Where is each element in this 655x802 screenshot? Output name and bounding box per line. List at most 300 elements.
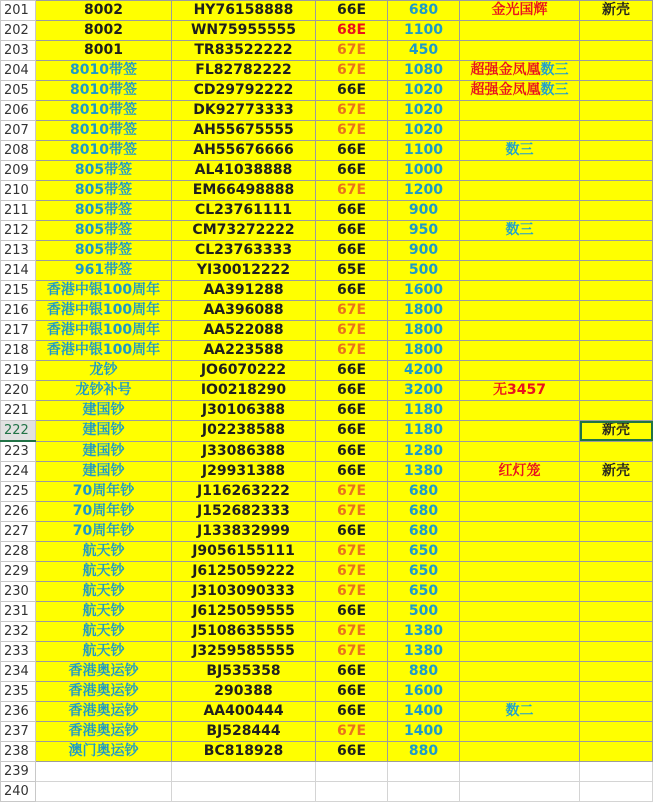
- cell-serial[interactable]: J29931388: [172, 462, 316, 482]
- cell-price[interactable]: 1600: [388, 682, 460, 702]
- cell-holder[interactable]: [580, 522, 653, 542]
- row-header[interactable]: 207: [1, 121, 36, 141]
- cell-grade[interactable]: 67E: [316, 542, 388, 562]
- row-header[interactable]: 232: [1, 622, 36, 642]
- cell-grade[interactable]: 68E: [316, 21, 388, 41]
- cell-price[interactable]: 650: [388, 582, 460, 602]
- row-header[interactable]: 239: [1, 762, 36, 782]
- cell-serial[interactable]: DK92773333: [172, 101, 316, 121]
- cell-price[interactable]: 880: [388, 742, 460, 762]
- cell-name[interactable]: 8002: [36, 1, 172, 21]
- row-header[interactable]: 206: [1, 101, 36, 121]
- cell-name[interactable]: 香港中银100周年: [36, 281, 172, 301]
- cell-holder[interactable]: [580, 221, 653, 241]
- row-header[interactable]: 237: [1, 722, 36, 742]
- row-header[interactable]: 203: [1, 41, 36, 61]
- cell-note[interactable]: [460, 522, 580, 542]
- table-row: [1, 542, 653, 562]
- cell-holder[interactable]: [580, 702, 653, 722]
- row-header[interactable]: 234: [1, 662, 36, 682]
- cell-note[interactable]: [460, 562, 580, 582]
- cell-serial[interactable]: J3103090333: [172, 582, 316, 602]
- cell-grade[interactable]: 66E: [316, 241, 388, 261]
- cell-price[interactable]: 1100: [388, 141, 460, 161]
- cell-note[interactable]: 金光国辉: [460, 1, 580, 21]
- cell-serial[interactable]: FL82782222: [172, 61, 316, 81]
- cell-name[interactable]: 香港奥运钞: [36, 722, 172, 742]
- row-header[interactable]: 210: [1, 181, 36, 201]
- cell-serial[interactable]: AH55676666: [172, 141, 316, 161]
- cell-grade[interactable]: 67E: [316, 582, 388, 602]
- cell-price[interactable]: 650: [388, 562, 460, 582]
- cell-holder[interactable]: [580, 562, 653, 582]
- cell-holder[interactable]: [580, 381, 653, 401]
- cell-note[interactable]: [460, 762, 580, 782]
- cell-name[interactable]: 香港中银100周年: [36, 301, 172, 321]
- cell-price[interactable]: 1380: [388, 622, 460, 642]
- cell-holder[interactable]: [580, 502, 653, 522]
- cell-name[interactable]: 70周年钞: [36, 522, 172, 542]
- cell-serial[interactable]: AA400444: [172, 702, 316, 722]
- cell-price[interactable]: 1400: [388, 722, 460, 742]
- cell-holder[interactable]: [580, 542, 653, 562]
- row-header[interactable]: 217: [1, 321, 36, 341]
- cell-price[interactable]: 1020: [388, 121, 460, 141]
- cell-serial[interactable]: BC818928: [172, 742, 316, 762]
- cell-grade[interactable]: 67E: [316, 642, 388, 662]
- cell-name[interactable]: 航天钞: [36, 562, 172, 582]
- cell-holder[interactable]: [580, 61, 653, 81]
- cell-note[interactable]: [460, 502, 580, 522]
- row-header[interactable]: 231: [1, 602, 36, 622]
- cell-holder[interactable]: 新壳: [580, 462, 653, 482]
- table-row: [1, 161, 653, 181]
- table-row: [1, 201, 653, 221]
- cell-price[interactable]: 1180: [388, 401, 460, 421]
- row-header[interactable]: 225: [1, 482, 36, 502]
- row-header[interactable]: 216: [1, 301, 36, 321]
- cell-holder[interactable]: 新壳: [580, 1, 653, 21]
- cell-note[interactable]: [460, 421, 580, 442]
- table-row: [1, 381, 653, 401]
- cell-name[interactable]: 8010带签: [36, 61, 172, 81]
- row-header[interactable]: 214: [1, 261, 36, 281]
- cell-grade[interactable]: 66E: [316, 381, 388, 401]
- cell-holder[interactable]: [580, 81, 653, 101]
- cell-price[interactable]: 650: [388, 542, 460, 562]
- row-header[interactable]: 229: [1, 562, 36, 582]
- cell-grade[interactable]: 67E: [316, 321, 388, 341]
- cell-price[interactable]: 1380: [388, 462, 460, 482]
- cell-holder[interactable]: [580, 101, 653, 121]
- row-header[interactable]: 220: [1, 381, 36, 401]
- cell-price[interactable]: 1020: [388, 101, 460, 121]
- cell-holder[interactable]: [580, 361, 653, 381]
- row-header[interactable]: 233: [1, 642, 36, 662]
- cell-serial[interactable]: CL23763333: [172, 241, 316, 261]
- cell-price[interactable]: 450: [388, 41, 460, 61]
- cell-name[interactable]: 70周年钞: [36, 482, 172, 502]
- cell-holder[interactable]: [580, 261, 653, 281]
- cell-name[interactable]: 香港中银100周年: [36, 321, 172, 341]
- cell-serial[interactable]: J33086388: [172, 441, 316, 462]
- cell-serial[interactable]: AH55675555: [172, 121, 316, 141]
- cell-price[interactable]: 680: [388, 482, 460, 502]
- cell-note[interactable]: [460, 401, 580, 421]
- cell-name[interactable]: 961带签: [36, 261, 172, 281]
- cell-serial[interactable]: J133832999: [172, 522, 316, 542]
- row-header[interactable]: 219: [1, 361, 36, 381]
- cell-note[interactable]: [460, 782, 580, 802]
- cell-price[interactable]: 900: [388, 241, 460, 261]
- cell-name[interactable]: 805带签: [36, 221, 172, 241]
- cell-grade[interactable]: 66E: [316, 662, 388, 682]
- row-header[interactable]: 228: [1, 542, 36, 562]
- cell-grade[interactable]: 67E: [316, 482, 388, 502]
- row-header[interactable]: 215: [1, 281, 36, 301]
- cell-grade[interactable]: 66E: [316, 522, 388, 542]
- cell-note[interactable]: [460, 722, 580, 742]
- cell-name[interactable]: [36, 762, 172, 782]
- cell-grade[interactable]: 67E: [316, 181, 388, 201]
- cell-grade[interactable]: 66E: [316, 441, 388, 462]
- cell-price[interactable]: 1080: [388, 61, 460, 81]
- cell-serial[interactable]: WN75955555: [172, 21, 316, 41]
- row-header[interactable]: 226: [1, 502, 36, 522]
- cell-serial[interactable]: CM73272222: [172, 221, 316, 241]
- cell-holder[interactable]: [580, 161, 653, 181]
- cell-name[interactable]: 805带签: [36, 241, 172, 261]
- table-row: [1, 1, 653, 21]
- cell-name[interactable]: 建国钞: [36, 462, 172, 482]
- cell-name[interactable]: 8002: [36, 21, 172, 41]
- cell-holder[interactable]: [580, 482, 653, 502]
- cell-holder[interactable]: [580, 602, 653, 622]
- cell-grade[interactable]: 66E: [316, 221, 388, 241]
- cell-holder[interactable]: [580, 441, 653, 462]
- cell-note[interactable]: [460, 441, 580, 462]
- cell-grade[interactable]: 66E: [316, 421, 388, 442]
- cell-holder[interactable]: [580, 281, 653, 301]
- cell-name[interactable]: 香港奥运钞: [36, 682, 172, 702]
- cell-holder[interactable]: [580, 582, 653, 602]
- cell-serial[interactable]: BJ528444: [172, 722, 316, 742]
- cell-holder[interactable]: [580, 722, 653, 742]
- row-header[interactable]: 236: [1, 702, 36, 722]
- cell-serial[interactable]: [172, 762, 316, 782]
- cell-note[interactable]: [460, 341, 580, 361]
- cell-price[interactable]: 1180: [388, 421, 460, 442]
- cell-serial[interactable]: AA522088: [172, 321, 316, 341]
- cell-serial[interactable]: J02238588: [172, 421, 316, 442]
- row-header[interactable]: 212: [1, 221, 36, 241]
- cell-serial[interactable]: J30106388: [172, 401, 316, 421]
- cell-grade[interactable]: 67E: [316, 722, 388, 742]
- cell-name[interactable]: 805带签: [36, 181, 172, 201]
- cell-note[interactable]: [460, 281, 580, 301]
- table-row: [1, 622, 653, 642]
- table-row: [1, 502, 653, 522]
- cell-serial[interactable]: J6125059555: [172, 602, 316, 622]
- cell-name[interactable]: 8010带签: [36, 121, 172, 141]
- cell-name[interactable]: 航天钞: [36, 622, 172, 642]
- cell-note[interactable]: [460, 21, 580, 41]
- cell-price[interactable]: [388, 782, 460, 802]
- cell-price[interactable]: 1800: [388, 301, 460, 321]
- cell-price[interactable]: 500: [388, 602, 460, 622]
- cell-holder[interactable]: [580, 782, 653, 802]
- cell-note[interactable]: [460, 682, 580, 702]
- cell-price[interactable]: 680: [388, 522, 460, 542]
- cell-note[interactable]: [460, 201, 580, 221]
- cell-grade[interactable]: [316, 782, 388, 802]
- row-header[interactable]: 221: [1, 401, 36, 421]
- cell-note[interactable]: [460, 81, 580, 101]
- cell-name[interactable]: 龙钞补号: [36, 381, 172, 401]
- cell-price[interactable]: 680: [388, 502, 460, 522]
- table-row: [1, 522, 653, 542]
- cell-holder[interactable]: [580, 341, 653, 361]
- cell-serial[interactable]: HY76158888: [172, 1, 316, 21]
- cell-grade[interactable]: 67E: [316, 41, 388, 61]
- cell-serial[interactable]: AA223588: [172, 341, 316, 361]
- cell-note[interactable]: [460, 241, 580, 261]
- cell-grade[interactable]: 66E: [316, 702, 388, 722]
- cell-serial[interactable]: AL41038888: [172, 161, 316, 181]
- row-header[interactable]: 205: [1, 81, 36, 101]
- cell-holder[interactable]: [580, 642, 653, 662]
- row-header[interactable]: 223: [1, 441, 36, 462]
- cell-serial[interactable]: AA396088: [172, 301, 316, 321]
- row-header[interactable]: 238: [1, 742, 36, 762]
- cell-note[interactable]: [460, 361, 580, 381]
- cell-price[interactable]: 4200: [388, 361, 460, 381]
- cell-name[interactable]: 澳门奥运钞: [36, 742, 172, 762]
- cell-note[interactable]: 无3457: [460, 381, 580, 401]
- cell-note[interactable]: [460, 482, 580, 502]
- cell-price[interactable]: 3200: [388, 381, 460, 401]
- cell-holder[interactable]: [580, 662, 653, 682]
- cell-price[interactable]: 1600: [388, 281, 460, 301]
- table-row: [1, 281, 653, 301]
- cell-serial[interactable]: CD29792222: [172, 81, 316, 101]
- cell-holder[interactable]: [580, 622, 653, 642]
- cell-grade[interactable]: 66E: [316, 141, 388, 161]
- table-row: [1, 121, 653, 141]
- cell-serial[interactable]: YI30012222: [172, 261, 316, 281]
- cell-name[interactable]: 香港奥运钞: [36, 662, 172, 682]
- cell-name[interactable]: 航天钞: [36, 642, 172, 662]
- cell-holder[interactable]: [580, 321, 653, 341]
- cell-grade[interactable]: 67E: [316, 61, 388, 81]
- cell-note[interactable]: 数三: [460, 141, 580, 161]
- cell-grade[interactable]: 67E: [316, 101, 388, 121]
- cell-price[interactable]: 1280: [388, 441, 460, 462]
- cell-note[interactable]: [460, 742, 580, 762]
- cell-serial[interactable]: J3259585555: [172, 642, 316, 662]
- cell-grade[interactable]: 67E: [316, 341, 388, 361]
- cell-price[interactable]: 900: [388, 201, 460, 221]
- row-header[interactable]: 202: [1, 21, 36, 41]
- cell-note[interactable]: [460, 602, 580, 622]
- cell-note[interactable]: [460, 582, 580, 602]
- cell-price[interactable]: 500: [388, 261, 460, 281]
- cell-grade[interactable]: 66E: [316, 462, 388, 482]
- row-header[interactable]: 240: [1, 782, 36, 802]
- row-header[interactable]: 230: [1, 582, 36, 602]
- cell-serial[interactable]: BJ535358: [172, 662, 316, 682]
- row-header[interactable]: 235: [1, 682, 36, 702]
- table-row: [1, 762, 653, 782]
- cell-price[interactable]: 1800: [388, 321, 460, 341]
- cell-grade[interactable]: 66E: [316, 602, 388, 622]
- table-row: [1, 261, 653, 281]
- row-header[interactable]: 222: [1, 421, 36, 442]
- cell-serial[interactable]: J5108635555: [172, 622, 316, 642]
- cell-grade[interactable]: [316, 762, 388, 782]
- cell-serial[interactable]: J152682333: [172, 502, 316, 522]
- cell-grade[interactable]: 66E: [316, 281, 388, 301]
- table-row: [1, 722, 653, 742]
- cell-serial[interactable]: J9056155111: [172, 542, 316, 562]
- cell-serial[interactable]: J6125059222: [172, 562, 316, 582]
- cell-price[interactable]: 1380: [388, 642, 460, 662]
- cell-name[interactable]: 航天钞: [36, 602, 172, 622]
- cell-price[interactable]: 950: [388, 221, 460, 241]
- cell-price[interactable]: 1200: [388, 181, 460, 201]
- cell-name[interactable]: 建国钞: [36, 421, 172, 442]
- cell-name[interactable]: 香港中银100周年: [36, 341, 172, 361]
- cell-name[interactable]: 航天钞: [36, 542, 172, 562]
- cell-price[interactable]: 1100: [388, 21, 460, 41]
- cell-price[interactable]: 1400: [388, 702, 460, 722]
- cell-serial[interactable]: CL23761111: [172, 201, 316, 221]
- table-row: [1, 321, 653, 341]
- cell-note[interactable]: [460, 542, 580, 562]
- cell-grade[interactable]: 66E: [316, 361, 388, 381]
- cell-note[interactable]: [460, 101, 580, 121]
- cell-note[interactable]: [460, 662, 580, 682]
- cell-grade[interactable]: 67E: [316, 562, 388, 582]
- cell-grade[interactable]: 67E: [316, 301, 388, 321]
- cell-holder[interactable]: [580, 301, 653, 321]
- table-row: [1, 361, 653, 381]
- cell-note[interactable]: 数三: [460, 221, 580, 241]
- cell-grade[interactable]: 66E: [316, 742, 388, 762]
- cell-grade[interactable]: 65E: [316, 261, 388, 281]
- cell-grade[interactable]: 67E: [316, 502, 388, 522]
- cell-serial[interactable]: TR83522222: [172, 41, 316, 61]
- cell-note[interactable]: [460, 642, 580, 662]
- cell-name[interactable]: [36, 782, 172, 802]
- cell-name[interactable]: 8010带签: [36, 81, 172, 101]
- cell-grade[interactable]: 66E: [316, 401, 388, 421]
- cell-holder[interactable]: [580, 401, 653, 421]
- cell-note[interactable]: [460, 261, 580, 281]
- cell-name[interactable]: 805带签: [36, 161, 172, 181]
- cell-note[interactable]: [460, 181, 580, 201]
- cell-price[interactable]: 680: [388, 1, 460, 21]
- row-header[interactable]: 208: [1, 141, 36, 161]
- cell-name[interactable]: 70周年钞: [36, 502, 172, 522]
- cell-grade[interactable]: 66E: [316, 81, 388, 101]
- cell-grade[interactable]: 66E: [316, 161, 388, 181]
- cell-holder[interactable]: [580, 742, 653, 762]
- cell-price[interactable]: 880: [388, 662, 460, 682]
- table-row: [1, 301, 653, 321]
- row-header[interactable]: 204: [1, 61, 36, 81]
- cell-name[interactable]: 8010带签: [36, 101, 172, 121]
- cell-note[interactable]: [460, 61, 580, 81]
- cell-holder[interactable]: [580, 21, 653, 41]
- cell-grade[interactable]: 67E: [316, 121, 388, 141]
- cell-serial[interactable]: EM66498888: [172, 181, 316, 201]
- row-header[interactable]: 213: [1, 241, 36, 261]
- cell-name[interactable]: 建国钞: [36, 441, 172, 462]
- cell-name[interactable]: 建国钞: [36, 401, 172, 421]
- cell-holder[interactable]: [580, 682, 653, 702]
- cell-note[interactable]: 红灯笼: [460, 462, 580, 482]
- row-header[interactable]: 224: [1, 462, 36, 482]
- cell-serial[interactable]: IO0218290: [172, 381, 316, 401]
- cell-name[interactable]: 8010带签: [36, 141, 172, 161]
- cell-note[interactable]: [460, 301, 580, 321]
- cell-serial[interactable]: [172, 782, 316, 802]
- row-header[interactable]: 227: [1, 522, 36, 542]
- row-header[interactable]: 209: [1, 161, 36, 181]
- cell-holder[interactable]: [580, 141, 653, 161]
- cell-holder[interactable]: 新壳: [580, 421, 653, 442]
- cell-name[interactable]: 龙钞: [36, 361, 172, 381]
- cell-note[interactable]: [460, 121, 580, 141]
- table-row: [1, 702, 653, 722]
- cell-note[interactable]: 数二: [460, 702, 580, 722]
- cell-price[interactable]: [388, 762, 460, 782]
- cell-name[interactable]: 805带签: [36, 201, 172, 221]
- cell-serial[interactable]: JO6070222: [172, 361, 316, 381]
- cell-grade[interactable]: 66E: [316, 201, 388, 221]
- cell-note[interactable]: [460, 41, 580, 61]
- table-row: [1, 21, 653, 41]
- cell-holder[interactable]: [580, 201, 653, 221]
- row-header[interactable]: 201: [1, 1, 36, 21]
- cell-price[interactable]: 1000: [388, 161, 460, 181]
- cell-serial[interactable]: 290388: [172, 682, 316, 702]
- cell-grade[interactable]: 66E: [316, 682, 388, 702]
- cell-grade[interactable]: 67E: [316, 622, 388, 642]
- cell-holder[interactable]: [580, 762, 653, 782]
- cell-name[interactable]: 8001: [36, 41, 172, 61]
- table-row: [1, 61, 653, 81]
- cell-grade[interactable]: 66E: [316, 1, 388, 21]
- cell-note[interactable]: [460, 622, 580, 642]
- cell-holder[interactable]: [580, 41, 653, 61]
- cell-price[interactable]: 1020: [388, 81, 460, 101]
- cell-holder[interactable]: [580, 121, 653, 141]
- cell-note[interactable]: [460, 161, 580, 181]
- cell-holder[interactable]: [580, 241, 653, 261]
- row-header[interactable]: 211: [1, 201, 36, 221]
- cell-price[interactable]: 1800: [388, 341, 460, 361]
- cell-name[interactable]: 航天钞: [36, 582, 172, 602]
- cell-serial[interactable]: AA391288: [172, 281, 316, 301]
- cell-serial[interactable]: J116263222: [172, 482, 316, 502]
- table-row: [1, 81, 653, 101]
- row-header[interactable]: 218: [1, 341, 36, 361]
- cell-holder[interactable]: [580, 181, 653, 201]
- cell-name[interactable]: 香港奥运钞: [36, 702, 172, 722]
- cell-note[interactable]: [460, 321, 580, 341]
